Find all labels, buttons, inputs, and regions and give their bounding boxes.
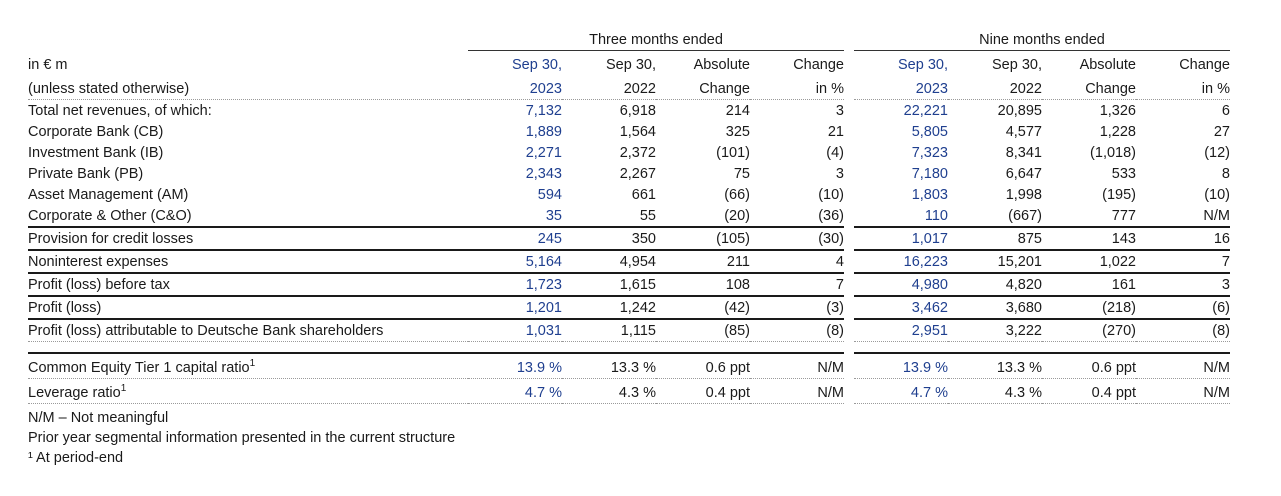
row-value: 4,820	[948, 273, 1042, 296]
row-value: 3	[835, 166, 844, 182]
row-label: Asset Management (AM)	[28, 187, 189, 203]
gap-cell	[844, 75, 854, 100]
row-value: 35	[545, 208, 562, 224]
row-value: 8	[1221, 166, 1230, 182]
col-header-2-5: 2022	[948, 75, 1042, 100]
row-value: 0.6 ppt	[1042, 353, 1136, 378]
footnote-nm: N/M – Not meaningful	[28, 409, 169, 426]
row-value: 3,680	[948, 296, 1042, 319]
col-header-1-3: Change	[793, 57, 844, 73]
table-row	[28, 273, 1230, 296]
row-value: 211	[656, 250, 750, 273]
row-value: 777	[1111, 208, 1136, 224]
row-value: (12)	[1204, 145, 1230, 161]
row-value: (20)	[724, 208, 750, 224]
row-value: 6,918	[619, 103, 656, 119]
row-value: (36)	[818, 208, 844, 224]
row-value: 7	[750, 273, 844, 296]
row-value: (1,018)	[1090, 145, 1136, 161]
table-row	[28, 121, 1230, 142]
row-value: 4.7 %	[468, 378, 562, 403]
table-row	[28, 100, 1230, 122]
row-value: 21	[827, 124, 844, 140]
row-value: 1,564	[619, 124, 656, 140]
row-value: (85)	[656, 319, 750, 342]
table-row	[28, 163, 1230, 184]
row-value: 2,372	[619, 145, 656, 161]
row-value: 245	[468, 227, 562, 250]
row-value: 1,031	[468, 319, 562, 342]
row-value: 3	[835, 103, 844, 119]
row-value: 7,180	[911, 166, 948, 182]
row-value: 13.3 %	[948, 353, 1042, 378]
col-header-1-0: Sep 30,	[512, 57, 562, 73]
row-value: 13.9 %	[468, 353, 562, 378]
col-header-2-2: Change	[656, 75, 750, 100]
row-value: 4,954	[562, 250, 656, 273]
row-value: 1,201	[468, 296, 562, 319]
row-value: 6,647	[1005, 166, 1042, 182]
table-row	[28, 184, 1230, 205]
col-header-2-0: 2023	[468, 75, 562, 100]
row-value: (3)	[750, 296, 844, 319]
row-value: 594	[537, 187, 562, 203]
gap-cell	[844, 205, 854, 227]
row-value: (10)	[1204, 187, 1230, 203]
col-header-1-7: Change	[1179, 57, 1230, 73]
row-value: (270)	[1042, 319, 1136, 342]
row-value: 4,980	[854, 273, 948, 296]
col-header-2-6: Change	[1042, 75, 1136, 100]
row-value: 7,323	[911, 145, 948, 161]
row-label: Corporate Bank (CB)	[28, 124, 164, 140]
row-value: 2,271	[525, 145, 562, 161]
row-value: 7	[1136, 250, 1230, 273]
row-value: 533	[1111, 166, 1136, 182]
row-value: 3,462	[854, 296, 948, 319]
col-header-2-1: 2022	[562, 75, 656, 100]
gap-cell	[844, 51, 854, 76]
gap-cell	[844, 184, 854, 205]
col-header-2-4: 2023	[854, 75, 948, 100]
footnotes-block	[28, 408, 1281, 468]
row-value: 55	[639, 208, 656, 224]
row-value: N/M	[1136, 353, 1230, 378]
row-value: 161	[1042, 273, 1136, 296]
row-value: (101)	[716, 145, 750, 161]
row-label: Noninterest expenses	[28, 250, 468, 273]
row-value: 325	[725, 124, 750, 140]
footnote-prior-year: Prior year segmental information presented in the current structure	[28, 429, 456, 446]
gap-cell	[844, 142, 854, 163]
row-value: (105)	[656, 227, 750, 250]
gap-cell	[844, 250, 854, 273]
row-value: 4.3 %	[948, 378, 1042, 403]
row-value: 1,242	[562, 296, 656, 319]
row-value: 0.4 ppt	[656, 378, 750, 403]
row-value: 1,889	[525, 124, 562, 140]
group-header-three-months: Three months ended	[468, 26, 844, 51]
row-value: N/M	[1136, 378, 1230, 403]
group-header-nine-months: Nine months ended	[854, 26, 1230, 51]
table-row	[28, 205, 1230, 227]
row-value: 3,222	[948, 319, 1042, 342]
row-value: 13.9 %	[854, 353, 948, 378]
row-label: Profit (loss) before tax	[28, 273, 468, 296]
row-value: (218)	[1042, 296, 1136, 319]
row-value: 2,343	[525, 166, 562, 182]
row-value: 4	[750, 250, 844, 273]
row-value: 875	[948, 227, 1042, 250]
row-value: (8)	[750, 319, 844, 342]
row-value: N/M	[1203, 208, 1230, 224]
row-value: 214	[725, 103, 750, 119]
financial-summary-table	[0, 26, 1281, 496]
footnote-marker: 1	[249, 358, 256, 369]
col-header-1-4: Sep 30,	[898, 57, 948, 73]
row-value: 108	[656, 273, 750, 296]
row-label: Provision for credit losses	[28, 227, 468, 250]
row-value: (42)	[656, 296, 750, 319]
row-value: 1,228	[1099, 124, 1136, 140]
row-value: (195)	[1102, 187, 1136, 203]
unit-label-line2: (unless stated otherwise)	[28, 75, 468, 100]
table-row	[28, 250, 1230, 273]
row-value: 15,201	[948, 250, 1042, 273]
row-value: 110	[924, 208, 948, 224]
table-row	[28, 378, 1230, 403]
row-value: (667)	[1008, 208, 1042, 224]
row-value: 4.3 %	[562, 378, 656, 403]
row-value: 1,115	[562, 319, 656, 342]
row-value: (30)	[750, 227, 844, 250]
row-value: 5,164	[468, 250, 562, 273]
row-value: 0.4 ppt	[1042, 378, 1136, 403]
row-value: 7,132	[525, 103, 562, 119]
row-label: Profit (loss)	[28, 296, 468, 319]
row-value: (6)	[1136, 296, 1230, 319]
section-spacer	[28, 342, 1230, 354]
row-value: 3	[1136, 273, 1230, 296]
row-label: Profit (loss) attributable to Deutsche Bank shareholders	[28, 319, 468, 342]
table-row	[28, 227, 1230, 250]
row-value: (4)	[826, 145, 844, 161]
row-value: 350	[562, 227, 656, 250]
col-header-2-7: in %	[1136, 75, 1230, 100]
group-gap	[844, 26, 854, 51]
row-value: 5,805	[911, 124, 948, 140]
row-label: Investment Bank (IB)	[28, 145, 164, 161]
gap-cell	[844, 353, 854, 378]
row-value: N/M	[750, 378, 844, 403]
row-label: Total net revenues, of which:	[28, 103, 212, 119]
row-value: 22,221	[903, 103, 948, 119]
row-value: 1,022	[1042, 250, 1136, 273]
row-value: 75	[733, 166, 750, 182]
row-label: Corporate & Other (C&O)	[28, 208, 192, 224]
row-label: Private Bank (PB)	[28, 166, 144, 182]
row-value: 143	[1042, 227, 1136, 250]
row-value: 1,017	[854, 227, 948, 250]
key-figures-table	[28, 26, 1230, 404]
col-header-2-3: in %	[750, 75, 844, 100]
row-value: (10)	[818, 187, 844, 203]
footnote-period-end: ¹ At period-end	[28, 449, 124, 466]
gap-cell	[844, 100, 854, 122]
column-header-row-2	[28, 75, 1230, 100]
gap-cell	[844, 121, 854, 142]
column-header-row-1	[28, 51, 1230, 76]
gap-cell	[844, 296, 854, 319]
row-value: 1,615	[562, 273, 656, 296]
row-value: N/M	[750, 353, 844, 378]
row-value: 1,998	[1005, 187, 1042, 203]
col-header-1-5: Sep 30,	[992, 57, 1042, 73]
table-row	[28, 296, 1230, 319]
col-header-1-6: Absolute	[1079, 57, 1136, 73]
row-value: 16	[1136, 227, 1230, 250]
row-label	[28, 378, 468, 403]
col-header-1-1: Sep 30,	[606, 57, 656, 73]
ratio-label-text: Leverage ratio	[28, 384, 121, 401]
row-label	[28, 353, 468, 378]
table-row	[28, 353, 1230, 378]
row-value: 661	[631, 187, 656, 203]
row-value: 16,223	[854, 250, 948, 273]
ratio-label-text: Common Equity Tier 1 capital ratio	[28, 359, 250, 376]
gap-cell	[844, 273, 854, 296]
row-value: 27	[1213, 124, 1230, 140]
unit-label-line1: in € m	[28, 57, 68, 73]
row-value: 0.6 ppt	[656, 353, 750, 378]
group-header-spacer	[28, 26, 468, 51]
row-value: 4,577	[1005, 124, 1042, 140]
col-header-1-2: Absolute	[693, 57, 750, 73]
row-value: 4.7 %	[854, 378, 948, 403]
row-value: (66)	[724, 187, 750, 203]
table-row	[28, 319, 1230, 342]
spacer-cell	[28, 342, 1230, 354]
group-header-row	[28, 26, 1230, 51]
row-value: 1,723	[468, 273, 562, 296]
gap-cell	[844, 163, 854, 184]
row-value: 1,326	[1099, 103, 1136, 119]
row-value: 2,951	[854, 319, 948, 342]
gap-cell	[844, 319, 854, 342]
gap-cell	[844, 227, 854, 250]
table-row	[28, 142, 1230, 163]
row-value: 2,267	[619, 166, 656, 182]
row-value: 20,895	[997, 103, 1042, 119]
gap-cell	[844, 378, 854, 403]
row-value: 8,341	[1005, 145, 1042, 161]
row-value: (8)	[1136, 319, 1230, 342]
row-value: 6	[1221, 103, 1230, 119]
row-value: 13.3 %	[562, 353, 656, 378]
footnote-marker: 1	[120, 382, 127, 394]
row-value: 1,803	[911, 187, 948, 203]
